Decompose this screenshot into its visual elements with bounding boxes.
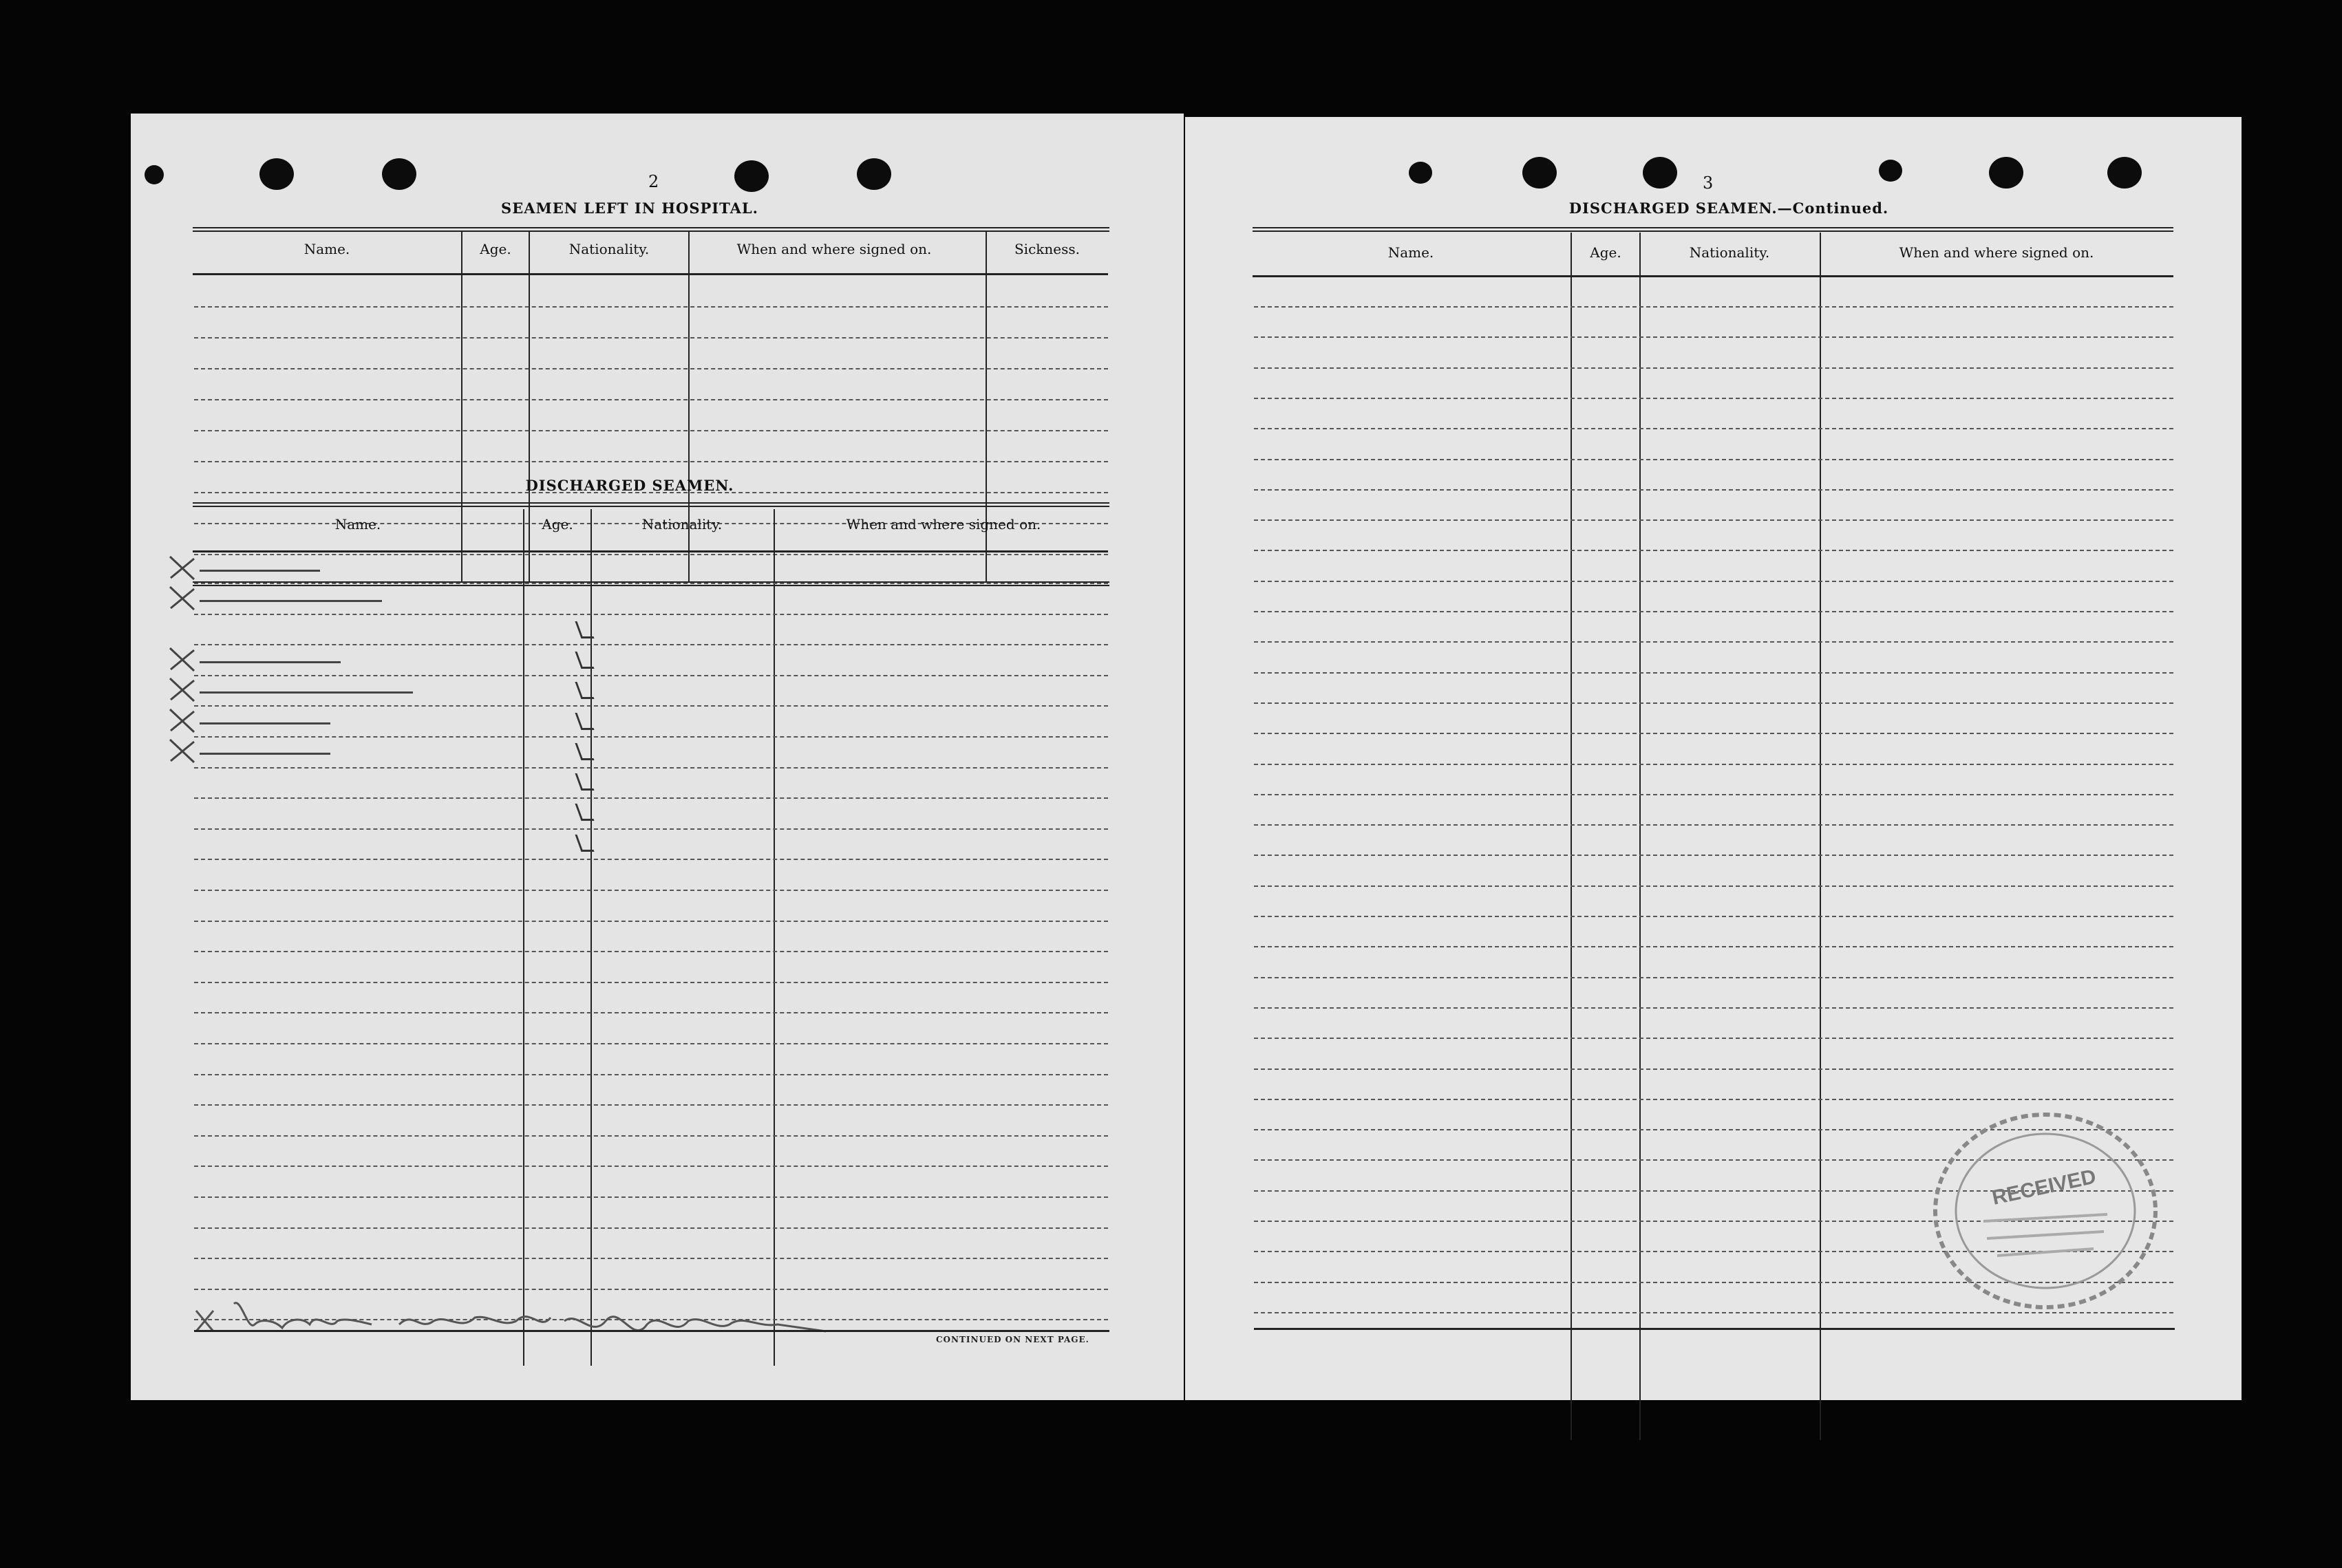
table-rule bbox=[193, 502, 1109, 507]
row-line bbox=[194, 982, 1108, 983]
row-line bbox=[194, 461, 1108, 462]
continued-footer: CONTINUED ON NEXT PAGE. bbox=[936, 1335, 1089, 1344]
row-line bbox=[1254, 459, 2173, 460]
row-line bbox=[194, 951, 1108, 952]
row-line bbox=[1254, 428, 2173, 429]
row-line bbox=[194, 583, 1108, 584]
row-line bbox=[194, 859, 1108, 860]
row-line bbox=[1254, 336, 2173, 338]
column-header-sickness: Sickness. bbox=[1014, 241, 1080, 257]
header-rule bbox=[1253, 275, 2173, 277]
column-header-age: Age. bbox=[480, 241, 511, 257]
row-line bbox=[194, 614, 1108, 615]
column-header-age: Age. bbox=[542, 516, 573, 533]
column-header-age: Age. bbox=[1590, 244, 1621, 261]
row-line bbox=[194, 337, 1108, 339]
column-divider bbox=[1820, 233, 1821, 1440]
row-line bbox=[1254, 398, 2173, 399]
row-line bbox=[1254, 733, 2173, 734]
row-line bbox=[194, 368, 1108, 369]
row-line bbox=[194, 430, 1108, 431]
column-divider bbox=[1639, 233, 1641, 1440]
bottom-rule bbox=[194, 1330, 1109, 1332]
discharged-section-title: DISCHARGED SEAMEN. bbox=[525, 477, 734, 494]
row-line bbox=[1254, 855, 2173, 856]
row-line bbox=[194, 306, 1108, 308]
row-line bbox=[1254, 946, 2173, 947]
row-line bbox=[194, 675, 1108, 676]
left-page bbox=[131, 114, 1184, 1400]
row-line bbox=[194, 1258, 1108, 1259]
row-line bbox=[1254, 306, 2173, 308]
column-divider bbox=[774, 509, 775, 1366]
page-number: 2 bbox=[648, 172, 659, 191]
punch-hole bbox=[259, 158, 294, 190]
strike-line bbox=[200, 691, 413, 694]
table-rule bbox=[193, 227, 1109, 232]
right-page bbox=[1185, 117, 2242, 1400]
punch-hole bbox=[2107, 157, 2142, 189]
strike-line bbox=[200, 600, 382, 602]
row-line bbox=[194, 767, 1108, 769]
row-line bbox=[194, 1012, 1108, 1013]
row-line bbox=[1254, 1068, 2173, 1070]
column-header-name: Name. bbox=[1387, 244, 1434, 261]
svg-text:RECEIVED: RECEIVED bbox=[1990, 1165, 2098, 1210]
row-line bbox=[194, 828, 1108, 830]
column-header-nationality: Nationality. bbox=[568, 241, 650, 257]
column-header-signed-on: When and where signed on. bbox=[736, 241, 932, 257]
check-mark bbox=[167, 583, 201, 614]
bottom-rule bbox=[1254, 1328, 2175, 1330]
row-line bbox=[194, 890, 1108, 891]
row-line bbox=[1254, 1099, 2173, 1100]
column-header-nationality: Nationality. bbox=[1689, 244, 1770, 261]
page-number: 3 bbox=[1703, 173, 1714, 193]
column-header-nationality: Nationality. bbox=[641, 516, 723, 533]
row-line bbox=[194, 1227, 1108, 1229]
row-line bbox=[1254, 367, 2173, 369]
row-line bbox=[1254, 1007, 2173, 1009]
row-line bbox=[194, 736, 1108, 738]
row-line bbox=[1254, 519, 2173, 521]
row-line bbox=[194, 1074, 1108, 1075]
hospital-section-title: SEAMEN LEFT IN HOSPITAL. bbox=[501, 200, 758, 217]
row-line bbox=[1254, 702, 2173, 704]
check-mark bbox=[167, 553, 201, 583]
column-header-name: Name. bbox=[334, 516, 381, 533]
punch-hole bbox=[734, 160, 769, 192]
row-line bbox=[194, 921, 1108, 922]
check-mark bbox=[167, 645, 201, 675]
punch-hole bbox=[1522, 157, 1557, 189]
row-line bbox=[194, 705, 1108, 707]
row-line bbox=[1254, 1038, 2173, 1039]
punch-hole bbox=[382, 158, 416, 190]
strike-line bbox=[200, 661, 341, 663]
row-line bbox=[1254, 581, 2173, 582]
row-line bbox=[1254, 885, 2173, 887]
row-line bbox=[194, 1196, 1108, 1198]
row-line bbox=[1254, 977, 2173, 978]
strike-line bbox=[200, 722, 330, 724]
row-line bbox=[1254, 764, 2173, 765]
row-line bbox=[194, 797, 1108, 799]
row-line bbox=[194, 644, 1108, 645]
row-line bbox=[194, 1104, 1108, 1106]
row-line bbox=[1254, 916, 2173, 917]
row-line bbox=[194, 1166, 1108, 1167]
received-stamp bbox=[1921, 1101, 2169, 1321]
row-line bbox=[194, 1135, 1108, 1137]
check-mark bbox=[167, 706, 201, 736]
punch-hole bbox=[1643, 157, 1677, 189]
punch-hole bbox=[1879, 160, 1902, 182]
header-rule bbox=[193, 273, 1108, 275]
row-line bbox=[1254, 672, 2173, 674]
row-line bbox=[1254, 794, 2173, 795]
column-header-signed-on: When and where signed on. bbox=[1899, 244, 2094, 261]
punch-hole bbox=[1989, 157, 2023, 189]
row-line bbox=[1254, 611, 2173, 612]
punch-hole bbox=[1409, 162, 1432, 184]
row-line bbox=[1254, 641, 2173, 643]
row-line bbox=[1254, 489, 2173, 491]
column-divider bbox=[1571, 233, 1572, 1440]
check-mark bbox=[167, 736, 201, 766]
table-rule bbox=[1253, 227, 2173, 232]
header-rule bbox=[193, 550, 1108, 552]
right-section-title: DISCHARGED SEAMEN.—Continued. bbox=[1568, 200, 1889, 217]
row-line bbox=[194, 554, 1108, 555]
row-line bbox=[1254, 824, 2173, 826]
row-line bbox=[194, 399, 1108, 400]
column-divider bbox=[523, 509, 524, 1366]
column-header-signed-on: When and where signed on. bbox=[846, 516, 1041, 533]
punch-hole bbox=[145, 165, 164, 184]
column-header-name: Name. bbox=[304, 241, 350, 257]
strike-line bbox=[200, 570, 320, 572]
handwritten-note bbox=[193, 1283, 915, 1359]
punch-hole bbox=[857, 158, 891, 190]
row-line bbox=[1254, 550, 2173, 551]
strike-line bbox=[200, 753, 330, 755]
check-mark bbox=[167, 675, 201, 705]
row-line bbox=[194, 1043, 1108, 1044]
